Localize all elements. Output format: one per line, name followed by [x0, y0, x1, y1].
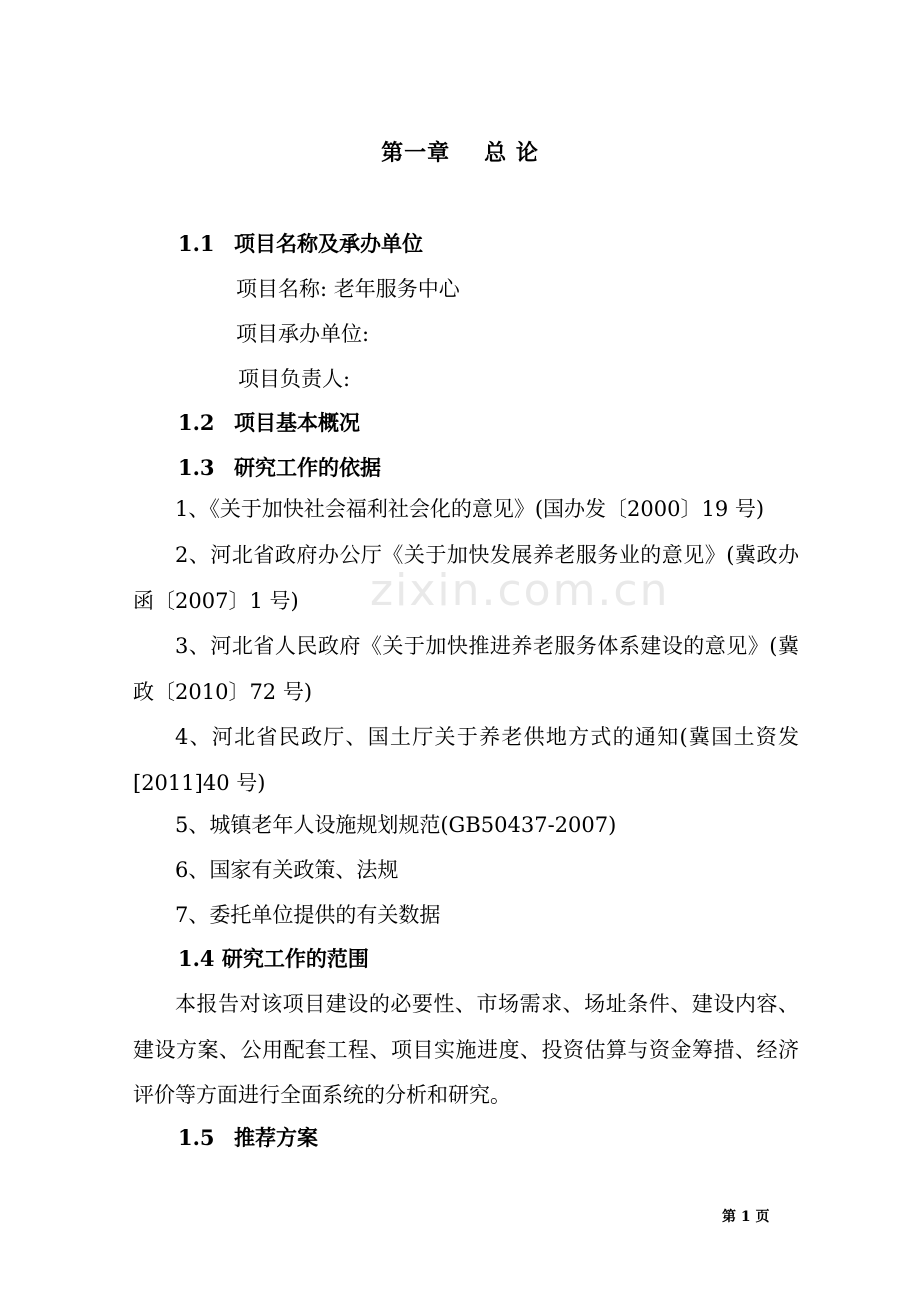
section-title: 研究工作的依据: [234, 455, 381, 480]
section-heading-1-1: [178, 230, 423, 258]
basis-item-4: 4、河北省民政厅、国土厅关于养老供地方式的通知(冀国土资发[2011]40 号): [133, 725, 799, 795]
basis-item-5: 5、城镇老年人设施规划规范(GB50437-2007): [175, 813, 617, 837]
section-heading-1-2: [178, 409, 360, 437]
basis-item-6: 6、国家有关政策、法规: [175, 858, 399, 882]
basis-item-2: 2、河北省政府办公厅《关于加快发展养老服务业的意见》(冀政办函〔2007〕1 号): [133, 543, 799, 613]
section-heading-1-5: [178, 1124, 318, 1152]
chapter-name: 总 论: [484, 140, 539, 166]
section-number: 1.5: [178, 1125, 215, 1150]
scope-paragraph: 本报告对该项目建设的必要性、市场需求、场址条件、建设内容、建设方案、公用配套工程、项目实施进度、投资估算与资金筹措、经济评价等方面进行全面系统的分析和研究。: [133, 992, 799, 1107]
project-unit-line: 项目承办单位:: [236, 322, 370, 346]
basis-item-1: 1、《关于加快社会福利社会化的意见》(国办发〔2000〕19 号): [175, 497, 765, 521]
basis-item-7: 7、委托单位提供的有关数据: [175, 903, 441, 927]
section-number: 1.2: [178, 410, 215, 435]
section-title: 项目基本概况: [234, 410, 360, 435]
section-heading-1-4: 1.4 研究工作的范围: [178, 946, 369, 971]
watermark: zixin.com.cn: [370, 565, 670, 616]
chapter-number: 第一章: [381, 140, 451, 166]
section-number: 1.1: [178, 231, 215, 256]
project-leader-line: 项目负责人:: [238, 367, 351, 391]
section-heading-1-3: [178, 454, 381, 482]
page-number: 第 1 页: [722, 1209, 770, 1225]
section-title: 推荐方案: [234, 1125, 318, 1150]
project-name-line: 项目名称: 老年服务中心: [236, 277, 460, 301]
section-title: 项目名称及承办单位: [234, 231, 423, 256]
section-number: 1.3: [178, 455, 215, 480]
chapter-title: [0, 136, 920, 167]
basis-item-3: 3、河北省人民政府《关于加快推进养老服务体系建设的意见》(冀政〔2010〕72 号): [133, 634, 799, 704]
